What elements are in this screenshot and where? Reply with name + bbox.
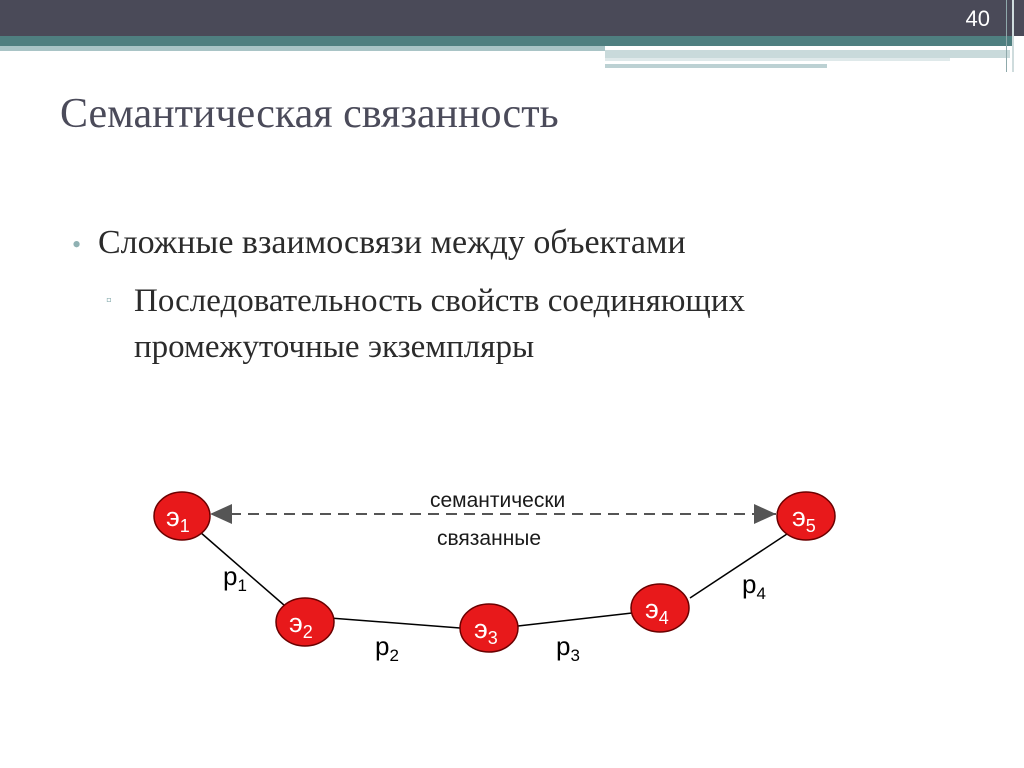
edge-p3: [518, 613, 632, 626]
edge-label-p3: $p_3$: [556, 631, 580, 665]
node-e4: [631, 584, 689, 632]
sub-bullet-marker: ▫: [106, 292, 112, 309]
bullet-marker: •: [72, 230, 82, 259]
semantic-label-line2: связанные: [437, 527, 542, 550]
slide-title: Семантическая связанность: [60, 91, 559, 137]
svg-text:э5: $э_5$: [792, 502, 816, 536]
svg-text:э2: $э_2$: [289, 608, 313, 642]
slide-number: 40: [965, 6, 990, 31]
svg-text:э1: $э_1$: [166, 502, 190, 536]
node-e3: [460, 604, 518, 652]
semantic-label-line1: семантически: [430, 489, 566, 512]
bullet-text: Сложные взаимосвязи между объектами: [98, 224, 686, 261]
node-e1: [154, 492, 210, 540]
svg-text:э3: $э_3$: [474, 614, 498, 648]
node-e2: [276, 598, 334, 646]
edge-p2: [330, 618, 460, 628]
edge-p4: [690, 532, 790, 598]
edge-p1: [200, 532, 292, 612]
edge-label-p1: $p_1$: [223, 561, 247, 595]
sub-bullet-text: Последовательность свойств соединяющих промежуточные экземпляры: [134, 283, 745, 365]
edge-label-p2: $p_2$: [375, 631, 399, 665]
node-e5: [777, 492, 835, 540]
edge-label-p4: $p_4$: [742, 569, 766, 603]
svg-text:э4: $э_4$: [645, 594, 669, 628]
